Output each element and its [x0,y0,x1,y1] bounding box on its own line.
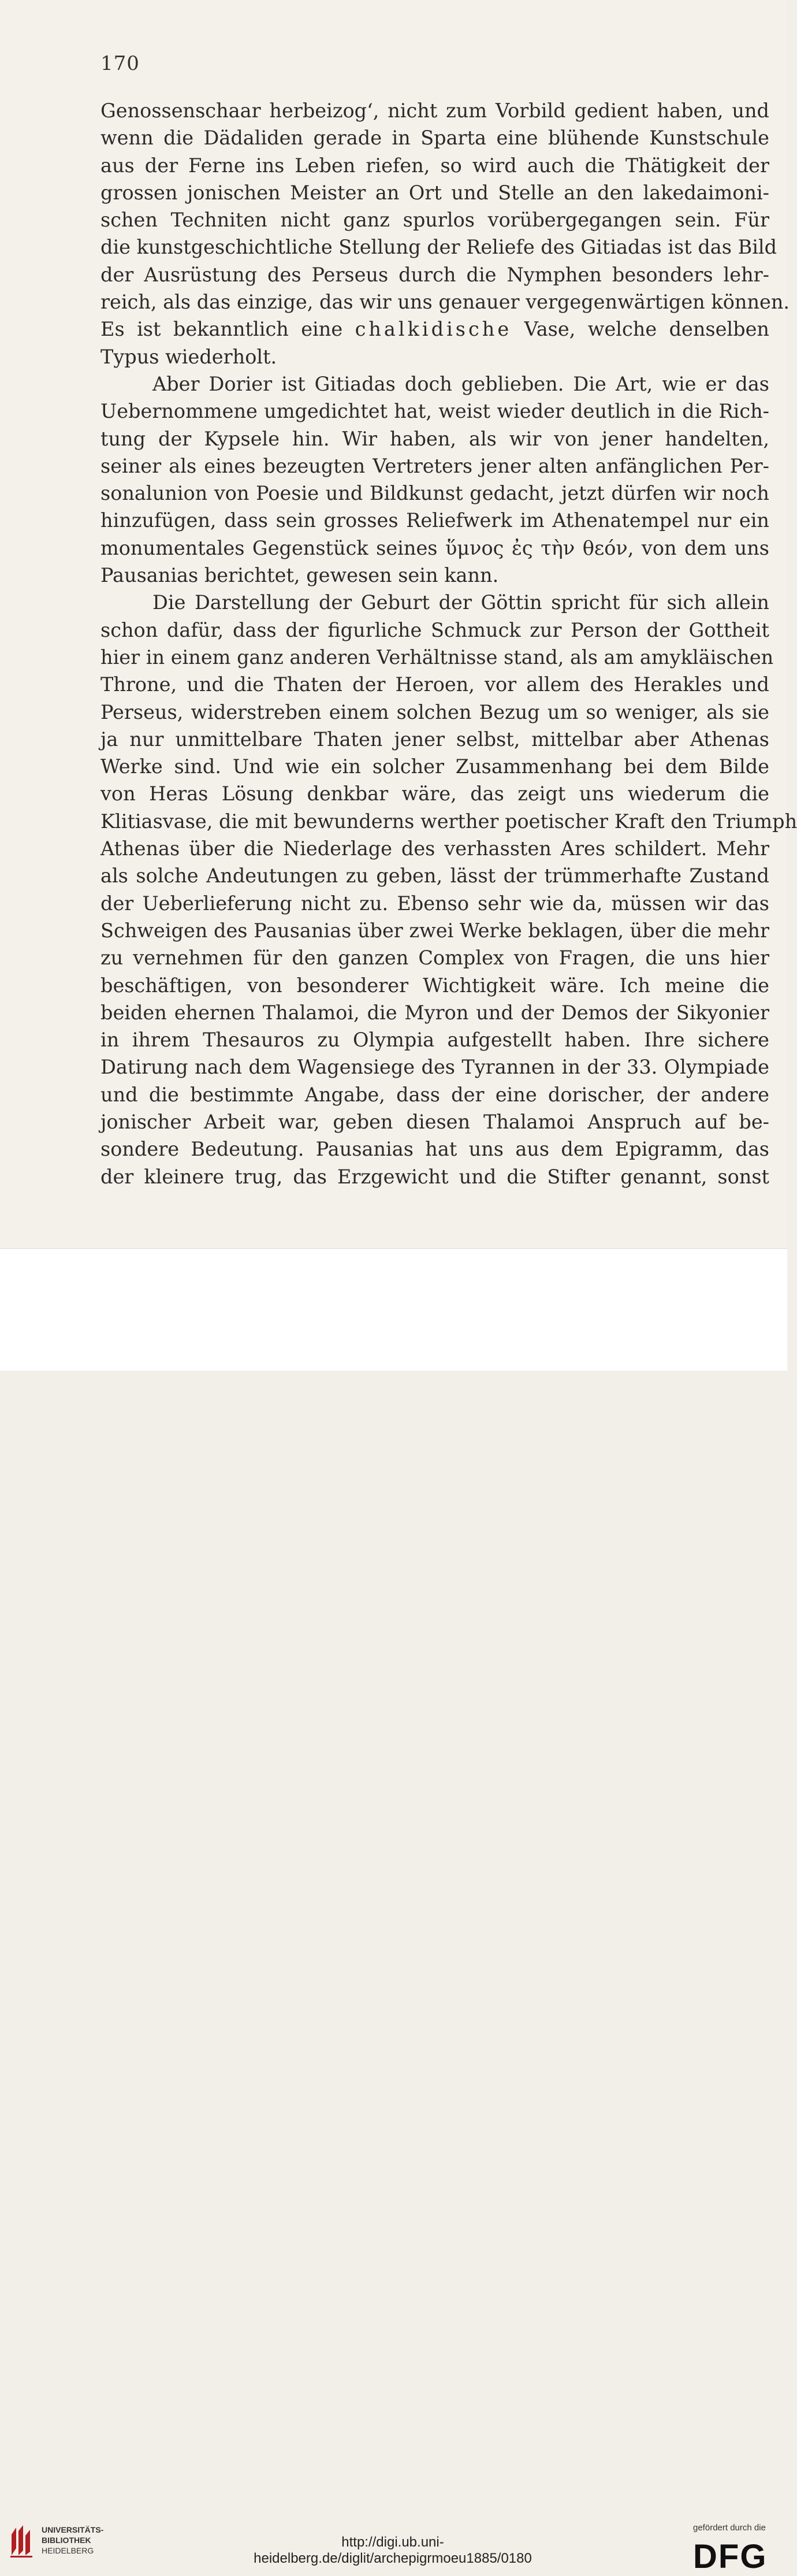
text-line: die kunstgeschichtliche Stellung der Reliefe des Gitiadas ist das Bild [100,236,777,259]
text-line: Schweigen des Pausanias über zwei Werke beklagen, über die mehr [100,919,770,942]
library-name-line3: HEIDELBERG [42,2546,94,2555]
text-line: als solche Andeutungen zu geben, lässt der trümmerhafte Zustand [100,864,769,888]
text-line: monumentales Gegenstück seines ὕμνος ἐς τὴν θεόν, von dem uns [100,536,769,559]
text-line: Athenas über die Niederlage des verhassten Ares schildert. Mehr [100,837,769,860]
text-line: Werke sind. Und wie ein solcher Zusammenhang bei dem Bilde [100,755,769,778]
text-line: hinzufügen, dass sein grosses Reliefwerk im Athenatempel nur ein [100,509,769,532]
text-line: sondere Bedeutung. Pausanias hat uns aus dem Epigramm, das [100,1138,769,1161]
text-line: Typus wiederholt. [100,345,277,368]
text-line: sonalunion von Poesie und Bildkunst gedacht, jetzt dürfen wir noch [100,482,769,505]
library-name-line1: UNIVERSITÄTS- [42,2525,104,2534]
text-line: hier in einem ganz anderen Verhältnisse stand, als am amykläischen [100,645,774,669]
text-line: Pausanias berichtet, gewesen sein kann. [100,564,499,587]
text-line: beschäftigen, von besonderer Wichtigkeit wäre. Ich meine die [100,974,769,997]
text-line: jonischer Arbeit war, geben diesen Thalamoi Anspruch auf be- [100,1110,769,1133]
text-line: Klitiasvase, die mit bewunderns werther poetischer Kraft den Triumph [100,810,797,833]
text-line: seiner als eines bezeugten Vertreters jener alten anfänglichen Per- [100,454,769,477]
text-line: Die Darstellung der Geburt der Göttin spricht für sich allein [152,591,769,614]
text-line: Perseus, widerstreben einem solchen Bezug um so weniger, als sie [100,700,769,723]
spaced-emphasis: chalkidische [355,318,512,341]
text-line: grossen jonischen Meister an Ort und Stelle an den lakedaimoni- [100,181,769,204]
text-line: beiden ehernen Thalamoi, die Myron und der Demos der Sikyonier [100,1001,769,1024]
text-line: Uebernommene umgedichtet hat, weist wieder deutlich in die Rich- [100,400,769,423]
text-line: Aber Dorier ist Gitiadas doch geblieben. Die Art, wie er das [152,372,769,395]
library-name-line2: BIBLIOTHEK [42,2536,91,2545]
text-line: zu vernehmen für den ganzen Complex von Fragen, die uns hier [100,946,769,970]
text-line: der kleinere trug, das Erzgewicht und die Stifter genannt, sonst [100,1165,769,1188]
text-line: wenn die Dädaliden gerade in Sparta eine blühende Kunstschule [100,127,769,150]
text-line: reich, als das einzige, das wir uns genauer vergegenwärtigen können. [100,291,790,314]
library-name [42,2525,103,2556]
text-line: Throne, und die Thaten der Heroen, vor allem des Herakles und [100,673,769,696]
funding-label: gefördert durch die [693,2523,766,2533]
text-line: der Ueberlieferung nicht zu. Ebenso sehr wie da, müssen wir das [100,892,769,915]
text-line: schen Techniten nicht ganz spurlos vorübergegangen sein. Für [100,209,769,232]
text-line: schon dafür, dass der figurliche Schmuck zur Person der Gottheit [100,618,769,641]
source-url-link[interactable]: http://digi.ub.uni-heidelberg.de/diglit/archepigrmoeu1885/0180 [254,2534,532,2566]
text-line: Es ist bekanntlich eine chalkidische Vase, welche denselben [100,318,769,341]
text-line: Datirung nach dem Wagensiege des Tyrannen in der 33. Olympiade [100,1056,769,1079]
text-line: tung der Kypsele hin. Wir haben, als wir von jener handelten, [100,427,769,450]
text-line: aus der Ferne ins Leben riefen, so wird auch die Thätigkeit der [100,154,769,177]
text-line: von Heras Lösung denkbar wäre, das zeigt uns wiederum die [100,782,769,806]
university-library-logo-icon [8,2523,36,2559]
text-line: in ihrem Thesauros zu Olympia aufgestellt haben. Ihre sichere [100,1029,769,1052]
text-line: Genossenschaar herbeizog‘, nicht zum Vorbild gedient haben, und [100,99,769,122]
footer-bar [0,1248,787,2575]
dfg-logo: DFG [693,2538,768,2575]
scanned-page [0,0,797,1248]
text-line: der Ausrüstung des Perseus durch die Nymphen besonders lehr- [100,263,769,286]
text-line: ja nur unmittelbare Thaten jener selbst, mittelbar aber Athenas [100,727,769,751]
text-line: und die bestimmte Angabe, dass der eine dorischer, der andere [100,1083,769,1106]
body-text [100,97,797,1190]
page-number: 170 [100,52,140,75]
